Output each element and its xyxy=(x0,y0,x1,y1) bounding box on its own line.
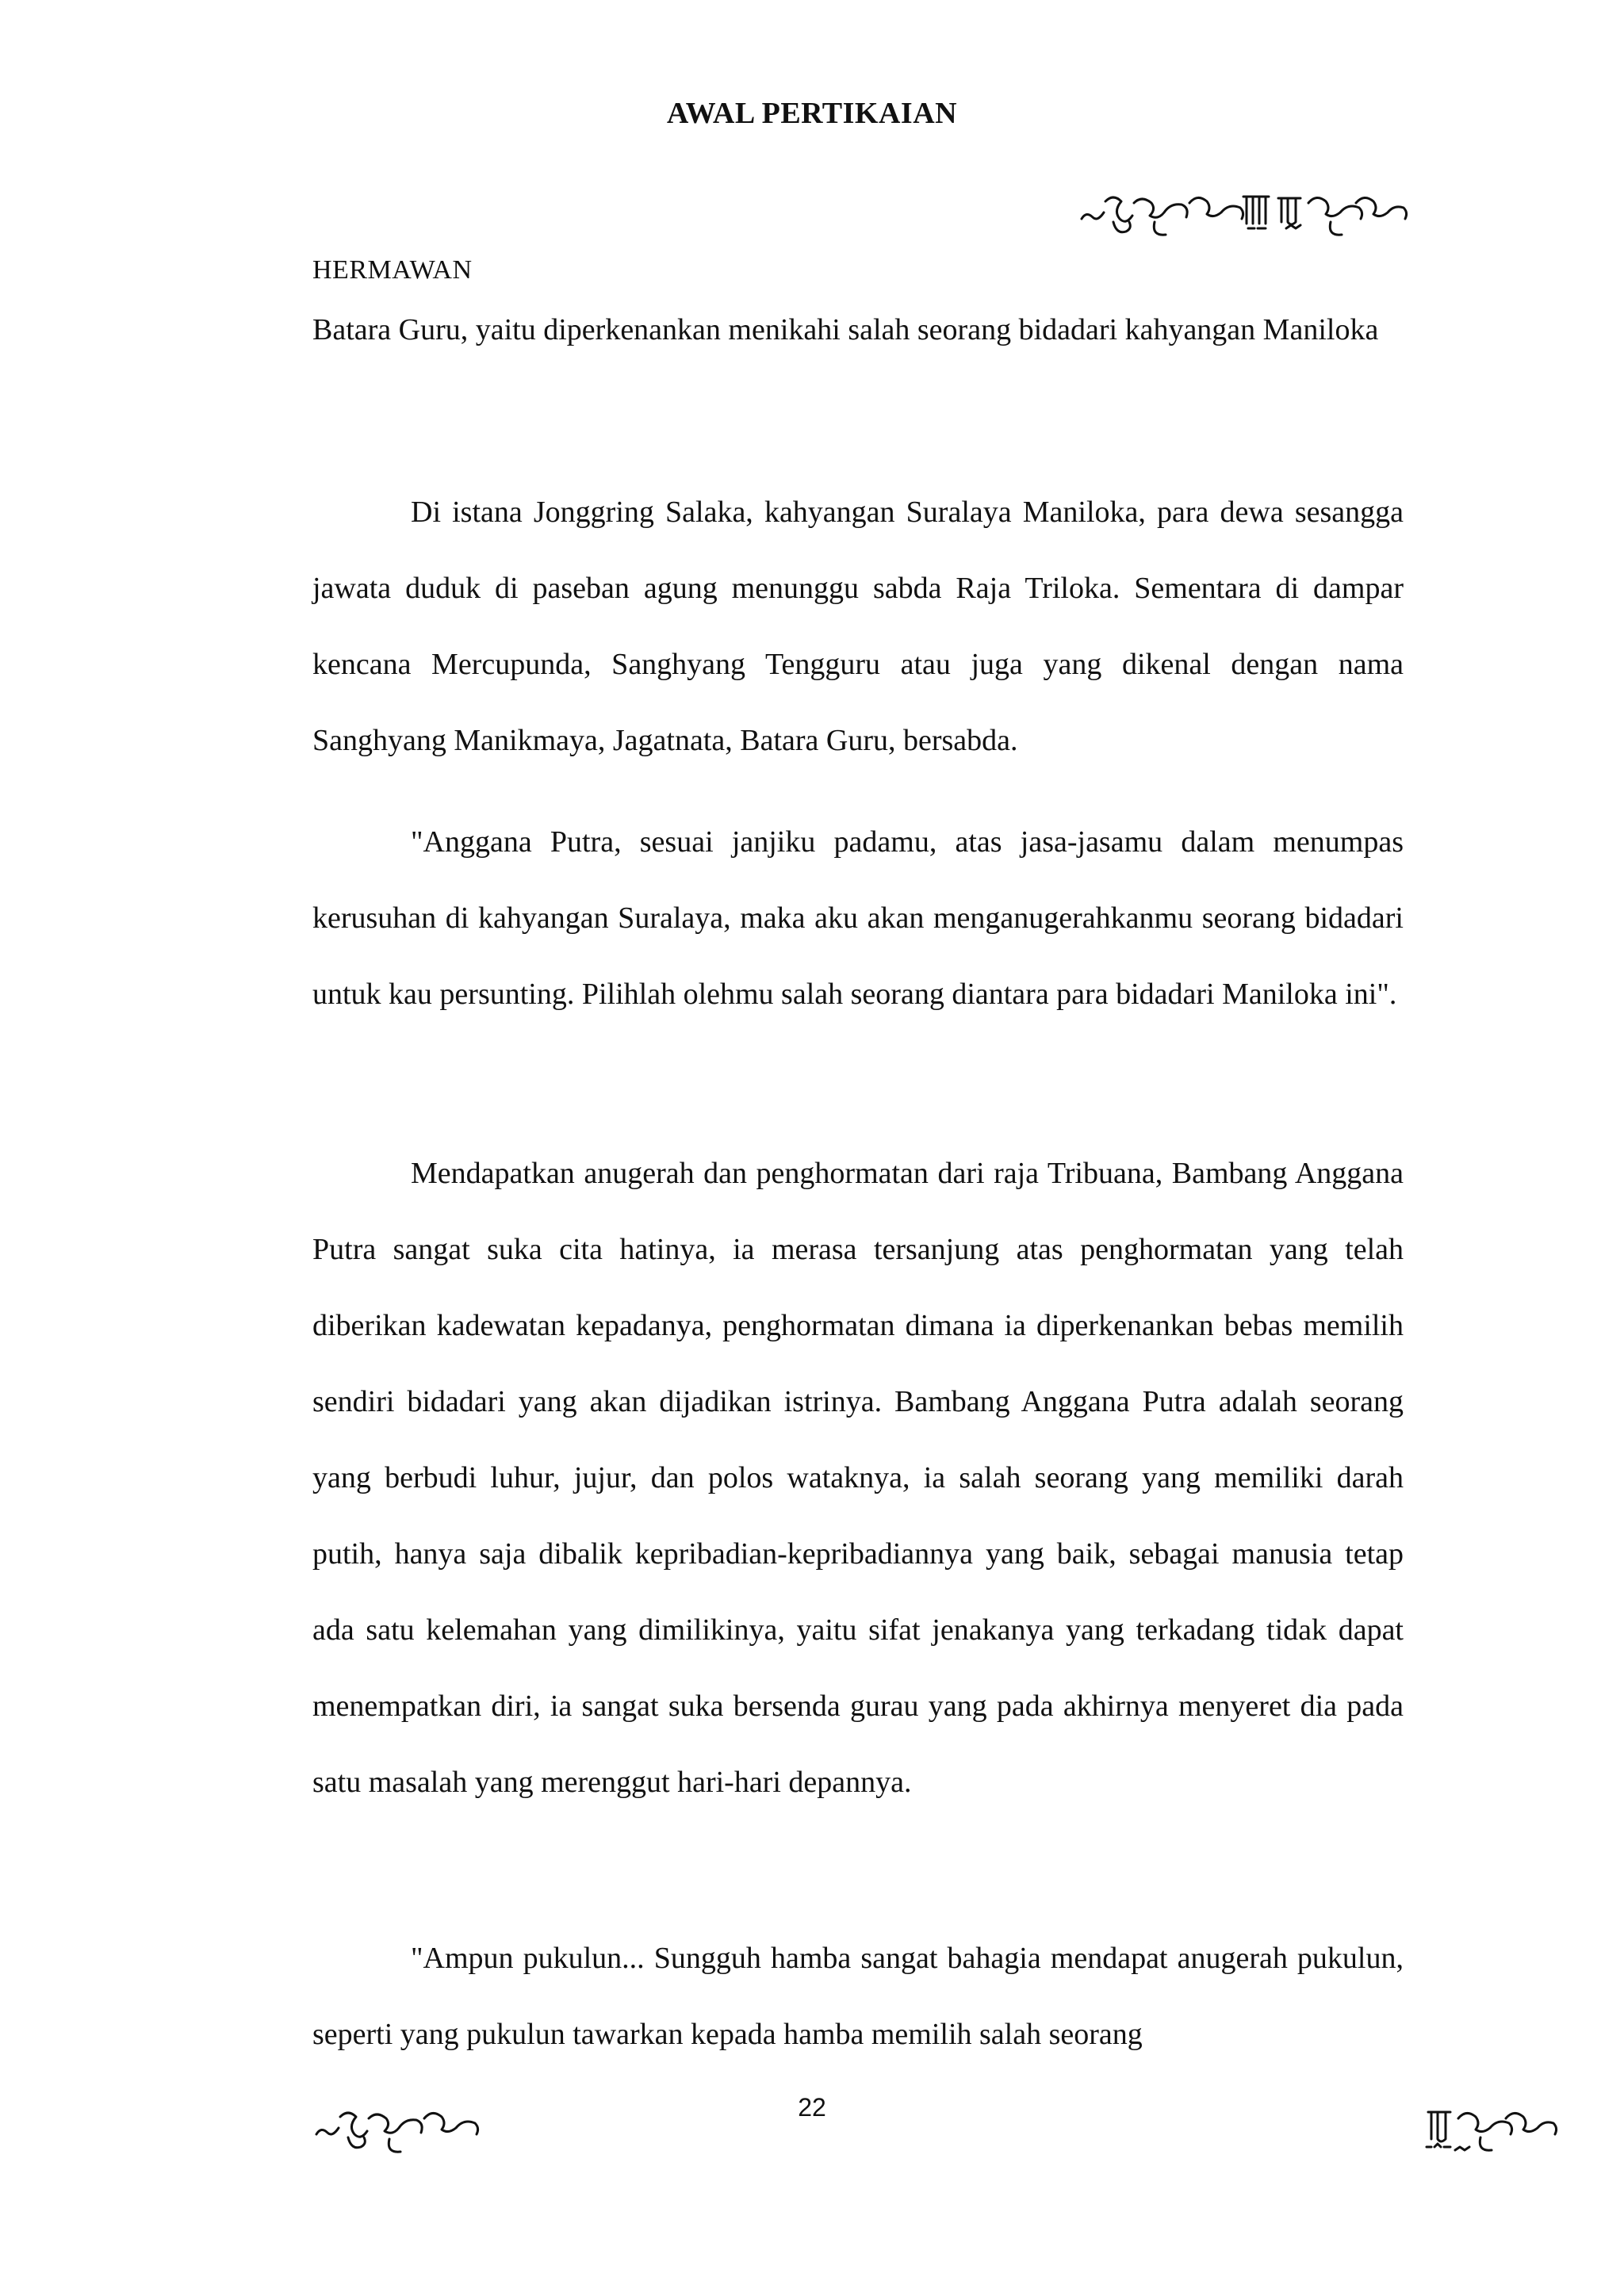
paragraph-2 xyxy=(312,804,1404,1032)
javanese-script-ornament-footer-left xyxy=(313,2103,484,2163)
paragraph-4 xyxy=(312,1920,1404,2072)
paragraph-text: "Ampun pukulun... Sungguh hamba sangat bahagia mendapat anugerah pukulun, seperti yang pukulun tawarkan kepada hamba memilih salah seorang xyxy=(312,1942,1404,2051)
subtitle: Batara Guru, yaitu diperkenankan menikahi salah seorang bidadari kahyangan Maniloka xyxy=(312,313,1379,346)
paragraph-text: Di istana Jonggring Salaka, kahyangan Suralaya Maniloka, para dewa sesangga jawata duduk di paseban agung menunggu sabda Raja Triloka. Sementara di dampar kencana Mercupunda, Sanghyang Tengguru atau juga yang dikenal dengan nama Sanghyang Manikmaya, Jagatnata, Batara Guru, bersabda. xyxy=(312,496,1404,757)
page-number: 22 xyxy=(798,2093,826,2122)
author-name: HERMAWAN xyxy=(312,255,473,285)
paragraph-text: "Anggana Putra, sesuai janjiku padamu, atas jasa-jasamu dalam menumpas kerusuhan di kahyangan Suralaya, maka aku akan menganugerahkanmu seorang bidadari untuk kau persunting. Pilihlah olehmu salah seorang diantara para bidadari Maniloka ini". xyxy=(312,825,1404,1011)
paragraph-3 xyxy=(312,1135,1404,1820)
paragraph-text: Mendapatkan anugerah dan penghormatan dari raja Tribuana, Bambang Anggana Putra sangat suka cita hatinya, ia merasa tersanjung atas penghormatan yang telah diberikan kadewatan kepadanya, penghormatan dimana ia diperkenankan bebas memilih sendiri bidadari yang akan dijadikan istrinya. Bambang Anggana Putra adalah seorang yang berbudi luhur, jujur, dan polos wataknya, ia salah seorang yang memiliki darah putih, hanya saja dibalik kepribadian-kepribadiannya yang baik, sebagai manusia tetap ada satu kelemahan yang dimilikinya, yaitu sifat jenakanya yang terkadang tidak dapat menempatkan diri, ia sangat suka bersenda gurau yang pada akhirnya menyeret dia pada satu masalah yang merenggut hari-hari depannya. xyxy=(312,1157,1404,1799)
paragraph-1 xyxy=(312,474,1404,779)
javanese-script-ornament-footer-right xyxy=(1423,2103,1562,2163)
javanese-script-ornament-header xyxy=(1078,187,1411,244)
chapter-title: AWAL PERTIKAIAN xyxy=(666,97,958,130)
